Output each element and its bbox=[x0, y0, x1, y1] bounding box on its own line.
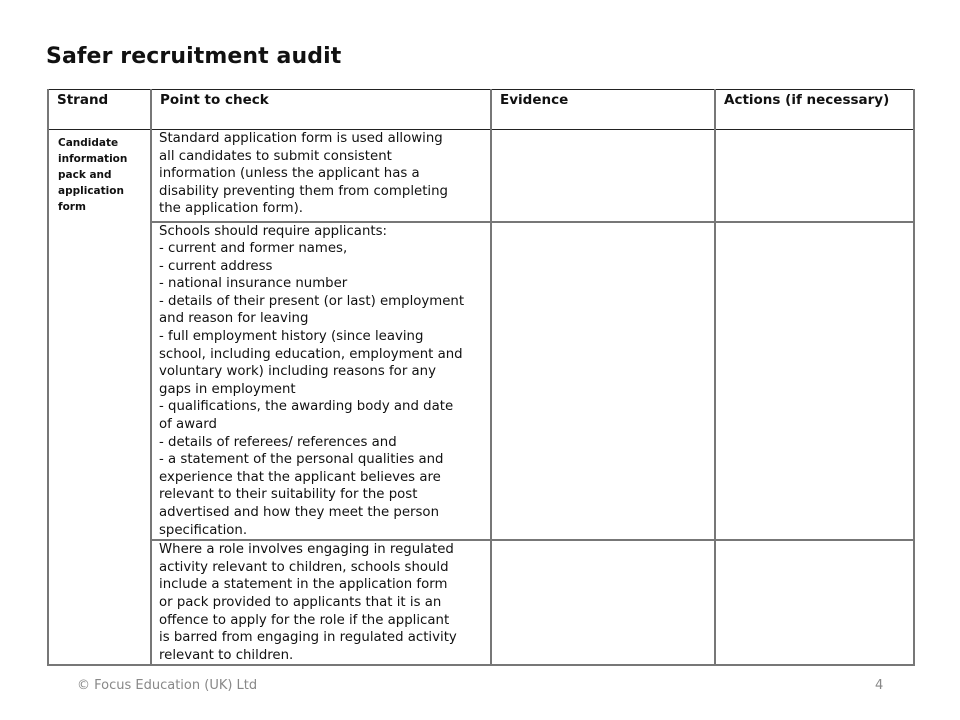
table-row bbox=[48, 130, 914, 222]
point-text: of award bbox=[159, 417, 217, 433]
point-text: - full employment history (since leaving bbox=[159, 329, 424, 345]
point-text: - qualifications, the awarding body and date bbox=[159, 399, 454, 415]
page-number: 4 bbox=[875, 678, 884, 693]
point-text: and reason for leaving bbox=[159, 311, 309, 327]
point-text: relevant to their suitability for the post bbox=[159, 487, 418, 503]
header-actions: Actions (if necessary) bbox=[715, 90, 914, 130]
evidence-cell[interactable] bbox=[491, 222, 715, 541]
point-text: the application form). bbox=[159, 201, 304, 217]
point-text: activity relevant to children, schools should bbox=[159, 559, 449, 575]
evidence-cell[interactable] bbox=[491, 130, 715, 222]
point-text: - current and former names, bbox=[159, 241, 348, 257]
point-text: school, including education, employment and bbox=[159, 346, 463, 362]
point-text: specification. bbox=[159, 522, 248, 538]
point-text: - current address bbox=[159, 258, 273, 274]
point-cell bbox=[151, 222, 491, 541]
point-text: is barred from engaging in regulated activity bbox=[159, 630, 457, 646]
actions-cell[interactable] bbox=[715, 222, 914, 541]
actions-cell[interactable] bbox=[715, 130, 914, 222]
point-text: or pack provided to applicants that it is an bbox=[159, 594, 442, 610]
point-text: Where a role involves engaging in regulated bbox=[159, 542, 454, 558]
point-text: relevant to children. bbox=[159, 647, 294, 663]
point-text: all candidates to submit consistent bbox=[159, 148, 392, 164]
point-text: gaps in employment bbox=[159, 381, 296, 397]
point-text: offence to apply for the role if the applicant bbox=[159, 612, 450, 628]
table-header-row bbox=[48, 90, 914, 130]
table-row bbox=[48, 222, 914, 541]
point-text: Standard application form is used allowing bbox=[159, 131, 443, 146]
point-text: voluntary work) including reasons for any bbox=[159, 364, 436, 380]
point-text: experience that the applicant believes are bbox=[159, 469, 441, 485]
point-text: include a statement in the application form bbox=[159, 577, 448, 593]
point-text: - national insurance number bbox=[159, 276, 348, 292]
actions-cell[interactable] bbox=[715, 540, 914, 665]
point-text: Schools should require applicants: bbox=[159, 223, 388, 239]
point-text: information (unless the applicant has a bbox=[159, 166, 420, 182]
point-text: - a statement of the personal qualities and bbox=[159, 452, 444, 468]
header-evidence: Evidence bbox=[491, 90, 715, 130]
point-text: advertised and how they meet the person bbox=[159, 505, 439, 520]
header-strand: Strand bbox=[48, 90, 151, 130]
header-point-to-check: Point to check bbox=[151, 90, 491, 130]
copyright-footer: © Focus Education (UK) Ltd bbox=[77, 678, 258, 693]
table-row bbox=[48, 540, 914, 665]
point-cell bbox=[151, 130, 491, 222]
evidence-cell[interactable] bbox=[491, 540, 715, 665]
point-text: - details of referees/ references and bbox=[159, 434, 397, 450]
page-title: Safer recruitment audit bbox=[46, 44, 342, 69]
point-text: - details of their present (or last) employment bbox=[159, 293, 465, 309]
strand-cell: Candidate information pack and application form bbox=[48, 130, 151, 666]
point-cell bbox=[151, 540, 491, 665]
point-text: disability preventing them from completing bbox=[159, 183, 448, 199]
audit-table bbox=[47, 89, 915, 666]
